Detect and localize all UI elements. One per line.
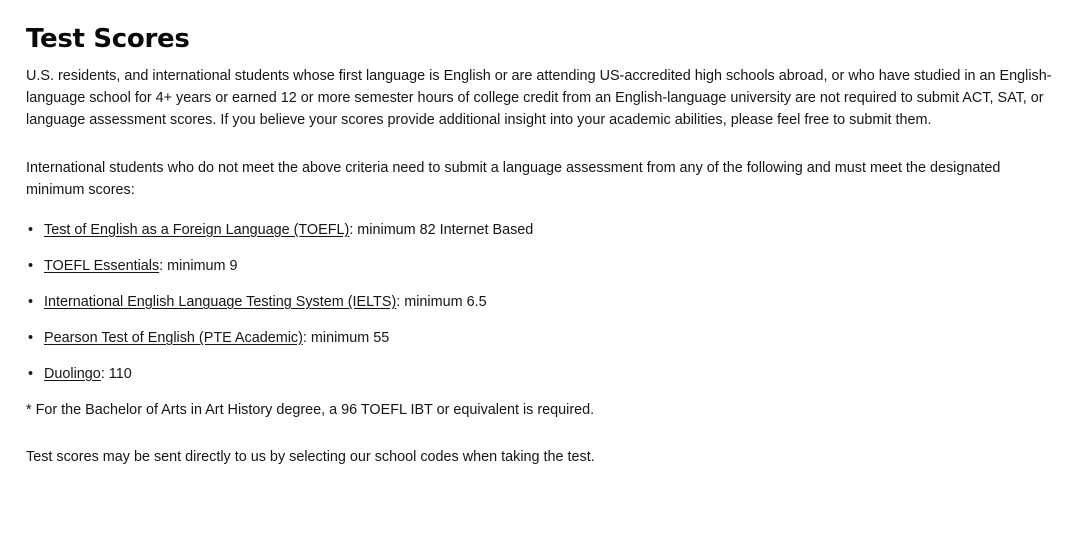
pte-link[interactable]: Pearson Test of English (PTE Academic) bbox=[44, 330, 303, 346]
bullet: • bbox=[28, 222, 34, 238]
list-item-pte bbox=[26, 327, 1060, 349]
pte-minimum: : minimum 55 bbox=[302, 330, 390, 346]
toefl-link[interactable]: Test of English as a Foreign Language (TOEFL) bbox=[44, 222, 350, 238]
art-history-footnote: * For the Bachelor of Arts in Art History degree, a 96 TOEFL IBT or equivalent is required. bbox=[26, 402, 595, 418]
ielts-minimum: : minimum 6.5 bbox=[396, 294, 487, 310]
list-item-toefl-essentials bbox=[26, 255, 1060, 277]
bullet: • bbox=[28, 366, 34, 382]
bullet: • bbox=[28, 258, 34, 274]
criteria-paragraph: International students who do not meet the above criteria need to submit a language assessment from any of the following and must meet the designated minimum scores: bbox=[26, 160, 1001, 198]
toefl-minimum: : minimum 82 Internet Based bbox=[349, 222, 534, 238]
ielts-link[interactable]: International English Language Testing System (IELTS) bbox=[44, 294, 397, 310]
list-item-toefl bbox=[26, 219, 1060, 241]
school-codes-note: Test scores may be sent directly to us by selecting our school codes when taking the test. bbox=[26, 449, 595, 465]
test-scores-section bbox=[26, 20, 1060, 468]
intro-paragraph: U.S. residents, and international students whose first language is English or are attending US-accredited high schools abroad, or who have studied in an English-language school for 4+ years or earned 12 or more semester hours of college credit from an English-language university are not required to submit ACT, SAT, or language assessment scores. If you believe your scores provide additional insight into your academic abilities, please feel free to submit them. bbox=[26, 68, 1052, 128]
bullet: • bbox=[28, 294, 34, 310]
page-title: Test Scores bbox=[26, 24, 190, 54]
toefl-essentials-minimum: : minimum 9 bbox=[159, 258, 238, 274]
duolingo-minimum: : 110 bbox=[100, 366, 132, 382]
bullet: • bbox=[28, 330, 34, 346]
test-list bbox=[26, 219, 1060, 385]
duolingo-link[interactable]: Duolingo bbox=[44, 366, 101, 382]
toefl-essentials-link[interactable]: TOEFL Essentials bbox=[44, 258, 160, 274]
list-item-ielts bbox=[26, 291, 1060, 313]
list-item-duolingo bbox=[26, 363, 1060, 385]
